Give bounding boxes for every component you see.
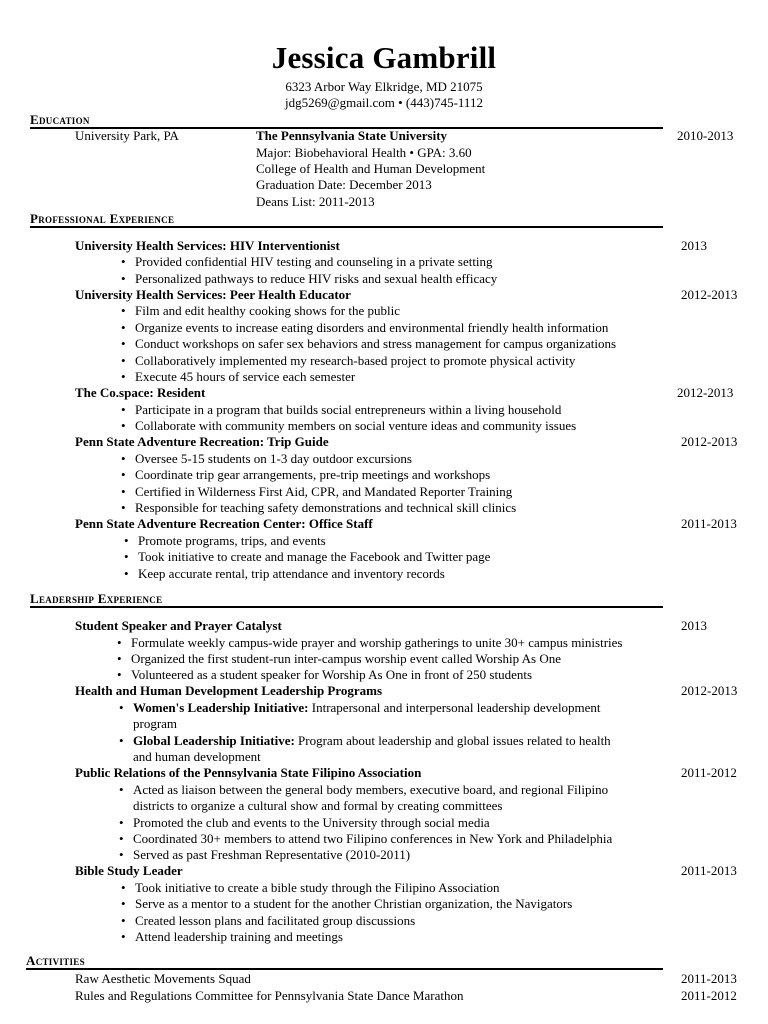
job-date: 2012-2013 [681,434,738,449]
email-phone: jdg5269@gmail.com • (443)745-1112 [285,95,483,110]
role-bullet: • Coordinated 30+ members to attend two Filipino conferences in New York and Philadelphia [133,831,612,847]
education-graduation: Graduation Date: December 2013 [256,177,432,192]
role-bullet: • Promoted the club and events to the University through social media [133,815,490,831]
role-bullet: • Women's Leadership Initiative: Intrapersonal and interpersonal leadership development [133,700,601,716]
role-title: Student Speaker and Prayer Catalyst [75,618,282,633]
job-bullet: • Certified in Wilderness First Aid, CPR, and Mandated Reporter Training [135,484,512,500]
role-bullet: • Acted as liaison between the general body members, executive board, and regional Filipino [133,782,608,798]
section-title-education: Education [30,112,90,127]
job-date: 2013 [681,238,707,253]
role-bullet: • Formulate weekly campus-wide prayer and worship gatherings to unite 30+ campus ministries [131,635,622,651]
section-title-professional: Professional Experience [30,211,175,226]
education-deans-list: Deans List: 2011-2013 [256,194,375,209]
job-bullet: • Film and edit healthy cooking shows for the public [135,303,400,319]
role-date: 2011-2013 [681,863,737,878]
role-bullet: • Volunteered as a student speaker for Worship As One in front of 250 students [131,667,532,683]
education-school: The Pennsylvania State University [256,128,448,143]
resume-name: Jessica Gambrill [271,40,497,75]
job-bullet: • Conduct workshops on safer sex behaviors and stress management for campus organizations [135,336,616,352]
job-bullet: • Keep accurate rental, trip attendance and inventory records [138,566,445,582]
section-rule-activities [26,968,663,970]
role-date: 2011-2012 [681,765,737,780]
job-bullet: • Participate in a program that builds social entrepreneurs within a living household [135,402,561,418]
education-location: University Park, PA [75,128,179,143]
activity-date: 2011-2013 [681,971,737,986]
education-college: College of Health and Human Development [256,161,486,176]
section-title-leadership: Leadership Experience [30,591,163,606]
role-bullet: • Took initiative to create a bible study through the Filipino Association [135,880,499,896]
job-bullet: • Took initiative to create and manage the Facebook and Twitter page [138,549,490,565]
job-title: Penn State Adventure Recreation: Trip Guide [75,434,329,449]
job-bullet: • Collaboratively implemented my research-based project to promote physical activity [135,353,575,369]
role-bullet-continuation: and human development [133,749,261,764]
job-title: University Health Services: HIV Interventionist [75,238,340,253]
role-bullet-continuation: program [133,716,178,731]
section-rule-professional [30,226,663,228]
job-bullet: • Provided confidential HIV testing and counseling in a private setting [135,254,493,270]
address: 6323 Arbor Way Elkridge, MD 21075 [285,79,483,94]
job-bullet: • Responsible for teaching safety demonstrations and technical skill clinics [135,500,516,516]
role-bullet: • Created lesson plans and facilitated group discussions [135,913,415,929]
role-bullet: • Serve as a mentor to a student for the another Christian organization, the Navigators [135,896,572,912]
role-bullet: • Global Leadership Initiative: Program about leadership and global issues related to health [133,733,611,749]
activity-name: Raw Aesthetic Movements Squad [75,971,251,986]
job-title: The Co.space: Resident [75,385,206,400]
job-bullet: • Oversee 5-15 students on 1-3 day outdoor excursions [135,451,412,467]
activity-name: Rules and Regulations Committee for Pennsylvania State Dance Marathon [75,988,464,1003]
role-title: Health and Human Development Leadership Programs [75,683,383,698]
job-date: 2011-2013 [681,516,737,531]
role-bullet: • Attend leadership training and meetings [135,929,343,945]
job-date: 2012-2013 [681,287,738,302]
job-bullet: • Promote programs, trips, and events [138,533,326,549]
role-title: Public Relations of the Pennsylvania State Filipino Association [75,765,422,780]
role-bullet: • Organized the first student-run inter-campus worship event called Worship As One [131,651,561,667]
role-date: 2013 [681,618,707,633]
job-bullet: • Execute 45 hours of service each semester [135,369,355,385]
job-bullet: • Organize events to increase eating disorders and environmental friendly health information [135,320,608,336]
job-title: Penn State Adventure Recreation Center: Office Staff [75,516,373,531]
job-bullet: • Collaborate with community members on social venture ideas and community issues [135,418,576,434]
job-bullet: • Coordinate trip gear arrangements, pre-trip meetings and workshops [135,467,490,483]
job-date: 2012-2013 [677,385,734,400]
education-major: Major: Biobehavioral Health • GPA: 3.60 [256,145,472,160]
activity-date: 2011-2012 [681,988,737,1003]
education-dates: 2010-2013 [677,128,734,143]
role-bullet-continuation: districts to organize a cultural show and formal by creating committees [133,798,503,813]
job-bullet: • Personalized pathways to reduce HIV risks and sexual health efficacy [135,271,497,287]
role-bullet: • Served as past Freshman Representative (2010-2011) [133,847,410,863]
section-title-activities: Activities [26,953,85,968]
role-title: Bible Study Leader [75,863,183,878]
role-date: 2012-2013 [681,683,738,698]
job-title: University Health Services: Peer Health Educator [75,287,351,302]
section-rule-leadership [30,606,663,608]
